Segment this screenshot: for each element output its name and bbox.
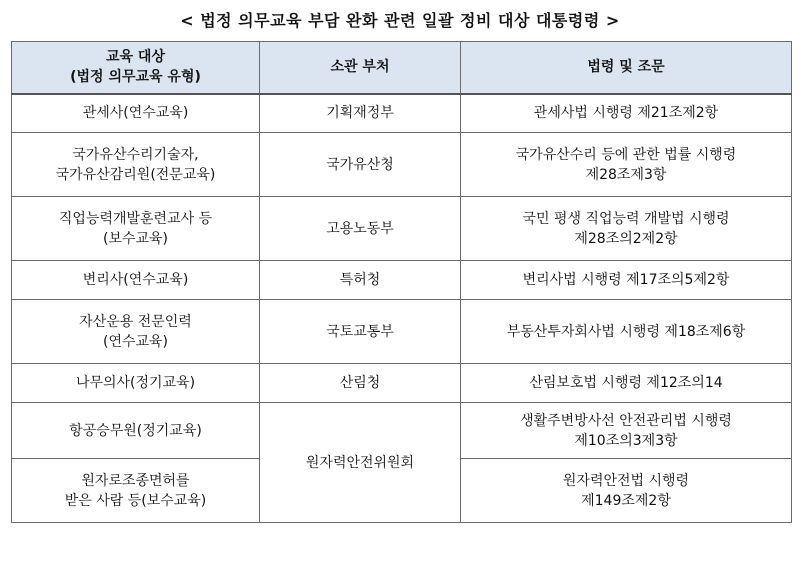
cell-target-line: 직업능력개발훈련교사 등 [58, 210, 213, 227]
cell-law [461, 403, 792, 459]
header-ministry: 소관 부처 [260, 42, 461, 94]
table-row [12, 403, 792, 459]
header-target-line2: (법정 의무교육 유형) [70, 69, 201, 86]
cell-target-line: (연수교육) [102, 333, 169, 350]
cell-target-line: 국가유산감리원(전문교육) [55, 166, 216, 183]
cell-target-line: 원자로조종면허를 [81, 472, 190, 489]
cell-target-line: 국가유산수리기술자, [72, 146, 199, 163]
cell-law [461, 197, 792, 261]
cell-target [12, 300, 260, 364]
cell-target [12, 459, 260, 523]
decree-table [11, 41, 792, 523]
cell-law-line: 국가유산수리 등에 관한 법률 시행령 [515, 146, 737, 163]
cell-target [12, 133, 260, 197]
cell-ministry: 산림청 [260, 364, 461, 403]
cell-target [12, 364, 260, 403]
cell-target-line: 받은 사람 등(보수교육) [64, 492, 207, 509]
cell-target [12, 403, 260, 459]
table-row [12, 94, 792, 133]
cell-target-line: 항공승무원(정기교육) [69, 422, 202, 439]
cell-target-line: 자산운용 전문인력 [79, 313, 192, 330]
cell-law-line: 제10조의3제3항 [574, 432, 678, 449]
cell-target-line: 나무의사(정기교육) [75, 375, 196, 391]
cell-ministry: 국가유산청 [260, 133, 461, 197]
cell-target [12, 94, 260, 133]
cell-law-line: 변리사법 시행령 제17조의5제2항 [522, 272, 730, 288]
table-header-row [12, 42, 792, 94]
document-title: < 법정 의무교육 부담 완화 관련 일괄 정비 대상 대통령령 > [180, 11, 620, 30]
cell-law-line: 생활주변방사선 안전관리법 시행령 [520, 412, 732, 429]
cell-law-line: 산림보호법 시행령 제12조의14 [529, 375, 723, 391]
cell-law [461, 364, 792, 403]
cell-law [461, 133, 792, 197]
table-row [12, 133, 792, 197]
cell-law-line: 관세사법 시행령 제21조제2항 [533, 105, 719, 122]
cell-law [461, 261, 792, 300]
header-target-line1: 교육 대상 [106, 49, 165, 66]
cell-target [12, 197, 260, 261]
cell-law-line: 제28조의2제2항 [574, 230, 678, 247]
cell-ministry: 고용노동부 [260, 197, 461, 261]
table-row [12, 364, 792, 403]
cell-law-line: 제149조제2항 [581, 492, 671, 509]
cell-law-line: 원자력안전법 시행령 [562, 472, 690, 489]
cell-law-line: 부동산투자회사법 시행령 제18조제6항 [506, 323, 746, 340]
cell-ministry-merged: 원자력안전위원회 [260, 403, 461, 523]
cell-target-line: 관세사(연수교육) [82, 105, 189, 122]
cell-law [461, 459, 792, 523]
cell-ministry: 기획재정부 [260, 94, 461, 133]
table-row [12, 197, 792, 261]
cell-law-line: 국민 평생 직업능력 개발법 시행령 [522, 210, 730, 227]
cell-target-line: (보수교육) [102, 230, 169, 247]
header-target [12, 42, 260, 94]
table-row [12, 261, 792, 300]
cell-law [461, 300, 792, 364]
table-row [12, 300, 792, 364]
cell-law [461, 94, 792, 133]
cell-ministry: 국토교통부 [260, 300, 461, 364]
cell-target [12, 261, 260, 300]
cell-ministry: 특허청 [260, 261, 461, 300]
cell-law-line: 제28조제3항 [585, 166, 667, 183]
cell-target-line: 변리사(연수교육) [82, 272, 189, 288]
header-law: 법령 및 조문 [461, 42, 792, 94]
